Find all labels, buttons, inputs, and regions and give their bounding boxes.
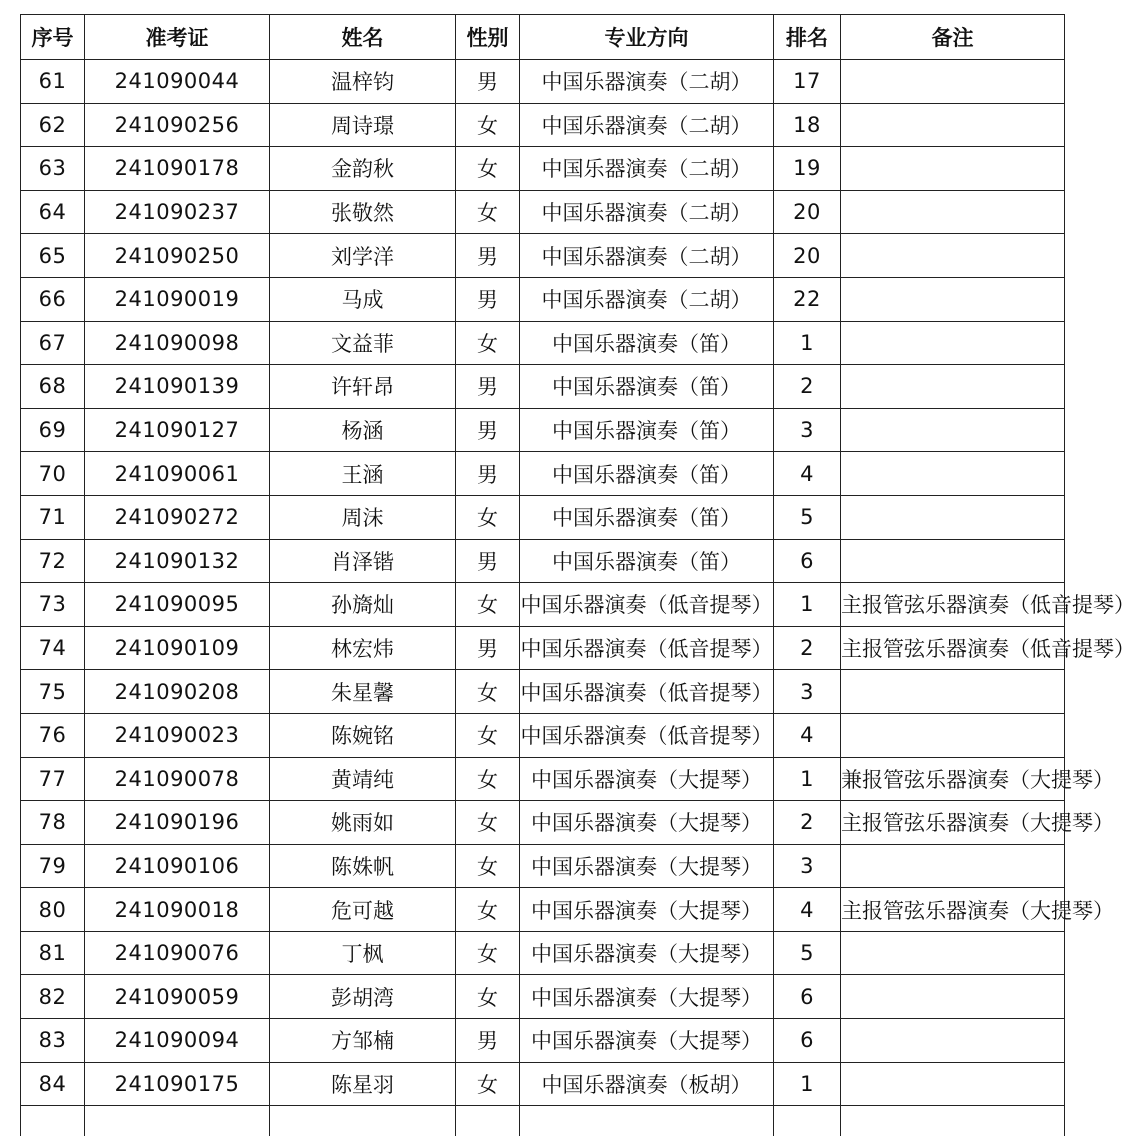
cell-major: 中国乐器演奏（笛） <box>520 495 774 539</box>
cell-empty <box>456 1106 520 1136</box>
table-row <box>21 626 1065 670</box>
cell-name: 温梓钧 <box>270 60 456 104</box>
cell-remark <box>841 321 1065 365</box>
cell-gender: 女 <box>456 495 520 539</box>
cell-seq: 74 <box>21 626 85 670</box>
cell-rank: 3 <box>774 670 841 714</box>
cell-major: 中国乐器演奏（低音提琴） <box>520 626 774 670</box>
cell-major: 中国乐器演奏（二胡） <box>520 60 774 104</box>
cell-gender: 女 <box>456 147 520 191</box>
cell-major: 中国乐器演奏（大提琴） <box>520 931 774 975</box>
ranking-table <box>20 14 1065 1136</box>
cell-seq: 70 <box>21 452 85 496</box>
cell-exam-id: 241090106 <box>85 844 270 888</box>
table-row <box>21 365 1065 409</box>
cell-rank: 2 <box>774 801 841 845</box>
cell-rank: 5 <box>774 495 841 539</box>
cell-gender: 男 <box>456 408 520 452</box>
cell-exam-id: 241090023 <box>85 713 270 757</box>
cell-major: 中国乐器演奏（低音提琴） <box>520 670 774 714</box>
cell-seq: 84 <box>21 1062 85 1106</box>
cell-remark <box>841 190 1065 234</box>
table-row <box>21 495 1065 539</box>
cell-remark <box>841 277 1065 321</box>
cell-rank: 18 <box>774 103 841 147</box>
cell-rank: 4 <box>774 888 841 932</box>
cell-name: 陈星羽 <box>270 1062 456 1106</box>
cell-seq: 64 <box>21 190 85 234</box>
header-seq: 序号 <box>21 15 85 60</box>
cell-rank: 20 <box>774 234 841 278</box>
cell-gender: 女 <box>456 888 520 932</box>
cell-empty <box>841 1106 1065 1136</box>
cell-rank: 2 <box>774 365 841 409</box>
table-row <box>21 60 1065 104</box>
header-major: 专业方向 <box>520 15 774 60</box>
cell-remark <box>841 408 1065 452</box>
cell-empty <box>520 1106 774 1136</box>
table-row <box>21 888 1065 932</box>
cell-gender: 男 <box>456 234 520 278</box>
cell-gender: 男 <box>456 452 520 496</box>
cell-major: 中国乐器演奏（板胡） <box>520 1062 774 1106</box>
table-row <box>21 713 1065 757</box>
cell-major: 中国乐器演奏（笛） <box>520 321 774 365</box>
cell-name: 林宏炜 <box>270 626 456 670</box>
cell-exam-id: 241090076 <box>85 931 270 975</box>
table-row <box>21 408 1065 452</box>
table-row <box>21 539 1065 583</box>
cell-name: 陈婉铭 <box>270 713 456 757</box>
cell-seq: 65 <box>21 234 85 278</box>
cell-name: 许轩昂 <box>270 365 456 409</box>
table-row <box>21 801 1065 845</box>
cell-gender: 女 <box>456 931 520 975</box>
cell-major: 中国乐器演奏（低音提琴） <box>520 583 774 627</box>
header-gender: 性别 <box>456 15 520 60</box>
cell-empty <box>774 1106 841 1136</box>
cell-seq: 68 <box>21 365 85 409</box>
cell-exam-id: 241090196 <box>85 801 270 845</box>
cell-major: 中国乐器演奏（大提琴） <box>520 844 774 888</box>
cell-rank: 20 <box>774 190 841 234</box>
cell-remark <box>841 365 1065 409</box>
cell-seq: 82 <box>21 975 85 1019</box>
cell-name: 朱星馨 <box>270 670 456 714</box>
cell-remark: 主报管弦乐器演奏（大提琴） <box>841 801 1065 845</box>
cell-remark: 主报管弦乐器演奏（低音提琴） <box>841 583 1065 627</box>
cell-exam-id: 241090237 <box>85 190 270 234</box>
table-row <box>21 321 1065 365</box>
cell-name: 王涵 <box>270 452 456 496</box>
cell-exam-id: 241090109 <box>85 626 270 670</box>
cell-exam-id: 241090127 <box>85 408 270 452</box>
cell-rank: 1 <box>774 321 841 365</box>
table-row-partial <box>21 1106 1065 1136</box>
cell-remark <box>841 495 1065 539</box>
cell-major: 中国乐器演奏（低音提琴） <box>520 713 774 757</box>
cell-rank: 4 <box>774 713 841 757</box>
cell-remark <box>841 713 1065 757</box>
header-exam-id: 准考证 <box>85 15 270 60</box>
cell-rank: 1 <box>774 1062 841 1106</box>
cell-gender: 女 <box>456 190 520 234</box>
cell-exam-id: 241090061 <box>85 452 270 496</box>
cell-exam-id: 241090098 <box>85 321 270 365</box>
cell-seq: 61 <box>21 60 85 104</box>
cell-name: 姚雨如 <box>270 801 456 845</box>
table-row <box>21 583 1065 627</box>
cell-name: 刘学洋 <box>270 234 456 278</box>
cell-remark: 主报管弦乐器演奏（低音提琴） <box>841 626 1065 670</box>
cell-name: 文益菲 <box>270 321 456 365</box>
cell-exam-id: 241090059 <box>85 975 270 1019</box>
cell-exam-id: 241090132 <box>85 539 270 583</box>
cell-major: 中国乐器演奏（二胡） <box>520 234 774 278</box>
cell-exam-id: 241090095 <box>85 583 270 627</box>
cell-remark <box>841 931 1065 975</box>
cell-name: 周诗璟 <box>270 103 456 147</box>
cell-rank: 2 <box>774 626 841 670</box>
cell-rank: 4 <box>774 452 841 496</box>
cell-gender: 女 <box>456 1062 520 1106</box>
cell-seq: 71 <box>21 495 85 539</box>
cell-gender: 男 <box>456 277 520 321</box>
cell-gender: 女 <box>456 670 520 714</box>
cell-remark: 主报管弦乐器演奏（大提琴） <box>841 888 1065 932</box>
cell-seq: 72 <box>21 539 85 583</box>
cell-gender: 女 <box>456 321 520 365</box>
header-row <box>21 15 1065 60</box>
cell-seq: 83 <box>21 1019 85 1063</box>
cell-name: 丁枫 <box>270 931 456 975</box>
cell-exam-id: 241090178 <box>85 147 270 191</box>
cell-exam-id: 241090256 <box>85 103 270 147</box>
header-name: 姓名 <box>270 15 456 60</box>
table-row <box>21 190 1065 234</box>
cell-gender: 男 <box>456 1019 520 1063</box>
table-row <box>21 452 1065 496</box>
cell-remark <box>841 539 1065 583</box>
cell-seq: 77 <box>21 757 85 801</box>
cell-name: 张敬然 <box>270 190 456 234</box>
cell-major: 中国乐器演奏（大提琴） <box>520 1019 774 1063</box>
cell-empty <box>270 1106 456 1136</box>
cell-name: 杨涵 <box>270 408 456 452</box>
cell-rank: 6 <box>774 1019 841 1063</box>
cell-remark <box>841 452 1065 496</box>
table-row <box>21 234 1065 278</box>
cell-seq: 67 <box>21 321 85 365</box>
cell-major: 中国乐器演奏（二胡） <box>520 277 774 321</box>
table-row <box>21 1019 1065 1063</box>
cell-name: 孙旖灿 <box>270 583 456 627</box>
cell-rank: 3 <box>774 408 841 452</box>
cell-remark <box>841 670 1065 714</box>
cell-gender: 女 <box>456 583 520 627</box>
cell-rank: 5 <box>774 931 841 975</box>
cell-major: 中国乐器演奏（大提琴） <box>520 757 774 801</box>
cell-empty <box>21 1106 85 1136</box>
cell-remark <box>841 103 1065 147</box>
cell-remark <box>841 60 1065 104</box>
cell-gender: 男 <box>456 539 520 583</box>
cell-exam-id: 241090094 <box>85 1019 270 1063</box>
cell-remark <box>841 1019 1065 1063</box>
cell-rank: 22 <box>774 277 841 321</box>
cell-remark <box>841 234 1065 278</box>
cell-seq: 75 <box>21 670 85 714</box>
cell-rank: 6 <box>774 539 841 583</box>
cell-major: 中国乐器演奏（大提琴） <box>520 975 774 1019</box>
cell-exam-id: 241090019 <box>85 277 270 321</box>
cell-rank: 19 <box>774 147 841 191</box>
cell-exam-id: 241090175 <box>85 1062 270 1106</box>
table-row <box>21 1062 1065 1106</box>
table-row <box>21 931 1065 975</box>
cell-exam-id: 241090250 <box>85 234 270 278</box>
cell-exam-id: 241090272 <box>85 495 270 539</box>
cell-gender: 女 <box>456 975 520 1019</box>
cell-exam-id: 241090208 <box>85 670 270 714</box>
table-row <box>21 844 1065 888</box>
cell-seq: 63 <box>21 147 85 191</box>
cell-name: 肖泽锴 <box>270 539 456 583</box>
cell-rank: 17 <box>774 60 841 104</box>
cell-name: 周沫 <box>270 495 456 539</box>
cell-rank: 1 <box>774 757 841 801</box>
table-row <box>21 277 1065 321</box>
cell-seq: 66 <box>21 277 85 321</box>
cell-name: 彭胡湾 <box>270 975 456 1019</box>
table-row <box>21 975 1065 1019</box>
cell-gender: 女 <box>456 801 520 845</box>
table-row <box>21 147 1065 191</box>
cell-major: 中国乐器演奏（笛） <box>520 539 774 583</box>
cell-name: 方邹楠 <box>270 1019 456 1063</box>
cell-seq: 81 <box>21 931 85 975</box>
cell-gender: 男 <box>456 626 520 670</box>
cell-exam-id: 241090139 <box>85 365 270 409</box>
cell-major: 中国乐器演奏（二胡） <box>520 147 774 191</box>
cell-remark: 兼报管弦乐器演奏（大提琴） <box>841 757 1065 801</box>
cell-name: 马成 <box>270 277 456 321</box>
cell-gender: 男 <box>456 365 520 409</box>
cell-gender: 女 <box>456 713 520 757</box>
cell-exam-id: 241090044 <box>85 60 270 104</box>
cell-major: 中国乐器演奏（笛） <box>520 452 774 496</box>
cell-name: 金韵秋 <box>270 147 456 191</box>
cell-exam-id: 241090078 <box>85 757 270 801</box>
table-row <box>21 757 1065 801</box>
cell-remark <box>841 975 1065 1019</box>
cell-remark <box>841 844 1065 888</box>
cell-rank: 3 <box>774 844 841 888</box>
cell-name: 黄靖纯 <box>270 757 456 801</box>
cell-rank: 6 <box>774 975 841 1019</box>
cell-seq: 69 <box>21 408 85 452</box>
cell-seq: 78 <box>21 801 85 845</box>
cell-gender: 男 <box>456 60 520 104</box>
table-body <box>21 60 1065 1136</box>
cell-major: 中国乐器演奏（大提琴） <box>520 801 774 845</box>
cell-gender: 女 <box>456 757 520 801</box>
header-rank: 排名 <box>774 15 841 60</box>
cell-seq: 80 <box>21 888 85 932</box>
cell-rank: 1 <box>774 583 841 627</box>
cell-seq: 76 <box>21 713 85 757</box>
cell-major: 中国乐器演奏（二胡） <box>520 103 774 147</box>
cell-empty <box>85 1106 270 1136</box>
cell-exam-id: 241090018 <box>85 888 270 932</box>
table-row <box>21 103 1065 147</box>
cell-seq: 62 <box>21 103 85 147</box>
header-remark: 备注 <box>841 15 1065 60</box>
cell-gender: 女 <box>456 103 520 147</box>
cell-major: 中国乐器演奏（笛） <box>520 365 774 409</box>
cell-seq: 73 <box>21 583 85 627</box>
cell-seq: 79 <box>21 844 85 888</box>
cell-remark <box>841 147 1065 191</box>
table-row <box>21 670 1065 714</box>
cell-name: 危可越 <box>270 888 456 932</box>
cell-name: 陈姝帆 <box>270 844 456 888</box>
cell-remark <box>841 1062 1065 1106</box>
cell-gender: 女 <box>456 844 520 888</box>
cell-major: 中国乐器演奏（二胡） <box>520 190 774 234</box>
cell-major: 中国乐器演奏（大提琴） <box>520 888 774 932</box>
cell-major: 中国乐器演奏（笛） <box>520 408 774 452</box>
